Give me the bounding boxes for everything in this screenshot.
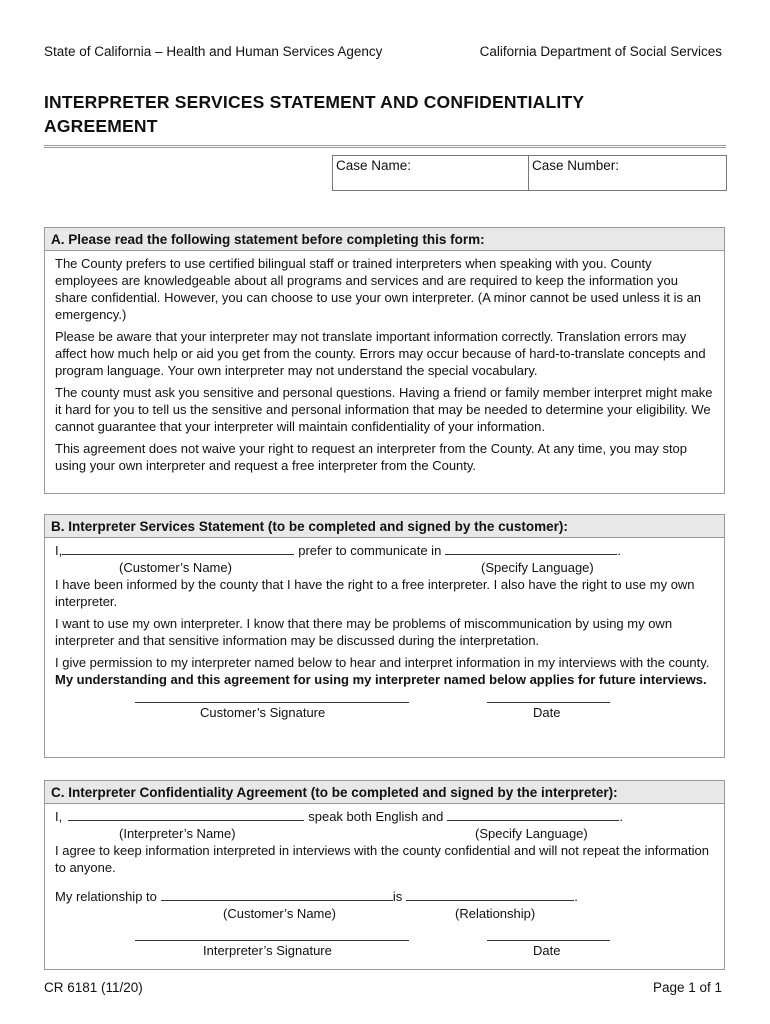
- interpreter-signature-label: Interpreter’s Signature: [203, 943, 332, 958]
- page-number: Page 1 of 1: [652, 980, 722, 995]
- preference-sub-labels: [55, 559, 714, 576]
- form-id: CR 6181 (11/20): [44, 980, 143, 995]
- line-middle: speak both English and: [308, 809, 444, 824]
- section-b-body: [45, 538, 724, 744]
- line-prefix: I,: [55, 543, 63, 558]
- interpreter-name-caption: (Interpreter’s Name): [119, 826, 236, 841]
- customer-name-input[interactable]: [62, 542, 294, 555]
- case-name-label: Case Name:: [336, 158, 412, 173]
- customer-signature-label: Customer’s Signature: [200, 705, 326, 720]
- case-number-label: Case Number:: [532, 158, 620, 173]
- section-c-paragraph: I agree to keep information interpreted in interviews with the county confidential and will not repeat the information to anyone.: [55, 843, 709, 875]
- form-title: INTERPRETER SERVICES STATEMENT AND CONFIDENTIALITY AGREEMENT: [44, 92, 584, 136]
- case-info-box: [332, 155, 727, 191]
- section-a: [44, 227, 725, 494]
- customer-preference-line: [55, 542, 714, 559]
- section-c-heading: C. Interpreter Confidentiality Agreement (to be completed and signed by the interpreter):: [45, 781, 724, 804]
- interpreter-date-label: Date: [533, 943, 561, 958]
- customer-signature-row: [55, 702, 714, 738]
- section-a-paragraph: The county must ask you sensitive and personal questions. Having a friend or family member interpret might make it hard for you to tell us the sensitive and personal information that may be needed to determine your eligibility. We cannot guarantee that your interpreter will maintain confidentiality of your information.: [55, 385, 713, 434]
- line-prefix: I,: [55, 809, 63, 824]
- permission-text: I give permission to my interpreter named below to hear and interpret information in my interviews with the county.: [55, 655, 710, 670]
- section-a-paragraph: This agreement does not waive your right to request an interpreter from the County. At any time, you may stop using your own interpreter and request a free interpreter from the County.: [55, 441, 688, 473]
- interpreter-signature-line[interactable]: [135, 940, 409, 941]
- title-divider: [44, 145, 726, 148]
- language-input[interactable]: [445, 542, 617, 555]
- agreement-emphasis: My understanding and this agreement for using my interpreter named below applies for future interviews.: [55, 672, 707, 687]
- interpreter-name-input[interactable]: [68, 808, 304, 821]
- relationship-middle: is: [392, 889, 403, 904]
- line-middle: prefer to communicate in: [298, 543, 442, 558]
- agency-header: State of California – Health and Human Services Agency: [44, 44, 383, 59]
- relationship-customer-name-input[interactable]: [161, 888, 393, 901]
- case-name-field[interactable]: [333, 156, 529, 190]
- line-end: .: [619, 809, 624, 824]
- line-end: .: [617, 543, 621, 558]
- relationship-end: .: [574, 889, 578, 904]
- customer-date-label: Date: [533, 705, 561, 720]
- relationship-caption: (Relationship): [455, 906, 536, 921]
- section-a-body: [45, 251, 724, 485]
- department-header: California Department of Social Services: [479, 44, 722, 59]
- interpreter-language-line: [55, 808, 714, 825]
- relationship-customer-caption: (Customer’s Name): [223, 906, 336, 921]
- section-b-heading: B. Interpreter Services Statement (to be completed and signed by the customer):: [45, 515, 724, 538]
- section-c-body: [45, 804, 724, 982]
- section-b-paragraph: I want to use my own interpreter. I know that there may be problems of miscommunication by using my own interpreter and that sensitive information may be discussed during the interpretation.: [55, 616, 673, 648]
- customer-date-line[interactable]: [487, 702, 610, 703]
- interpreter-signature-row: [55, 940, 714, 976]
- section-b: [44, 514, 725, 758]
- interpreter-language-caption: (Specify Language): [475, 826, 588, 841]
- section-c: [44, 780, 725, 970]
- interpreter-sub-labels: [55, 825, 714, 842]
- section-b-paragraph: [55, 654, 714, 688]
- relationship-input[interactable]: [406, 888, 574, 901]
- interpreter-language-input[interactable]: [447, 808, 619, 821]
- section-b-paragraph: I have been informed by the county that I have the right to a free interpreter. I also have the right to use my own interpreter.: [55, 577, 695, 609]
- relationship-prefix: My relationship to: [55, 889, 157, 904]
- relationship-line: [55, 888, 714, 905]
- relationship-sub-labels: [55, 905, 714, 922]
- section-a-heading: A. Please read the following statement before completing this form:: [45, 228, 724, 251]
- case-number-field[interactable]: [529, 156, 726, 190]
- language-caption: (Specify Language): [481, 560, 594, 575]
- section-a-paragraph: Please be aware that your interpreter may not translate important information correctly. Translation errors may affect how much help or aid you get from the county. Errors may occur because of hard-to-translate concepts and program language. Your own interpreter may not understand the special vocabulary.: [55, 329, 706, 378]
- section-a-paragraph: The County prefers to use certified bilingual staff or trained interpreters when speaking with you. County employees are knowledgeable about all programs and services and are required to keep the information you share confidential. However, you can choose to use your own interpreter. (A minor cannot be used unless it is an emergency.): [55, 256, 702, 322]
- customer-name-caption: (Customer’s Name): [119, 560, 232, 575]
- customer-signature-line[interactable]: [135, 702, 409, 703]
- interpreter-date-line[interactable]: [487, 940, 610, 941]
